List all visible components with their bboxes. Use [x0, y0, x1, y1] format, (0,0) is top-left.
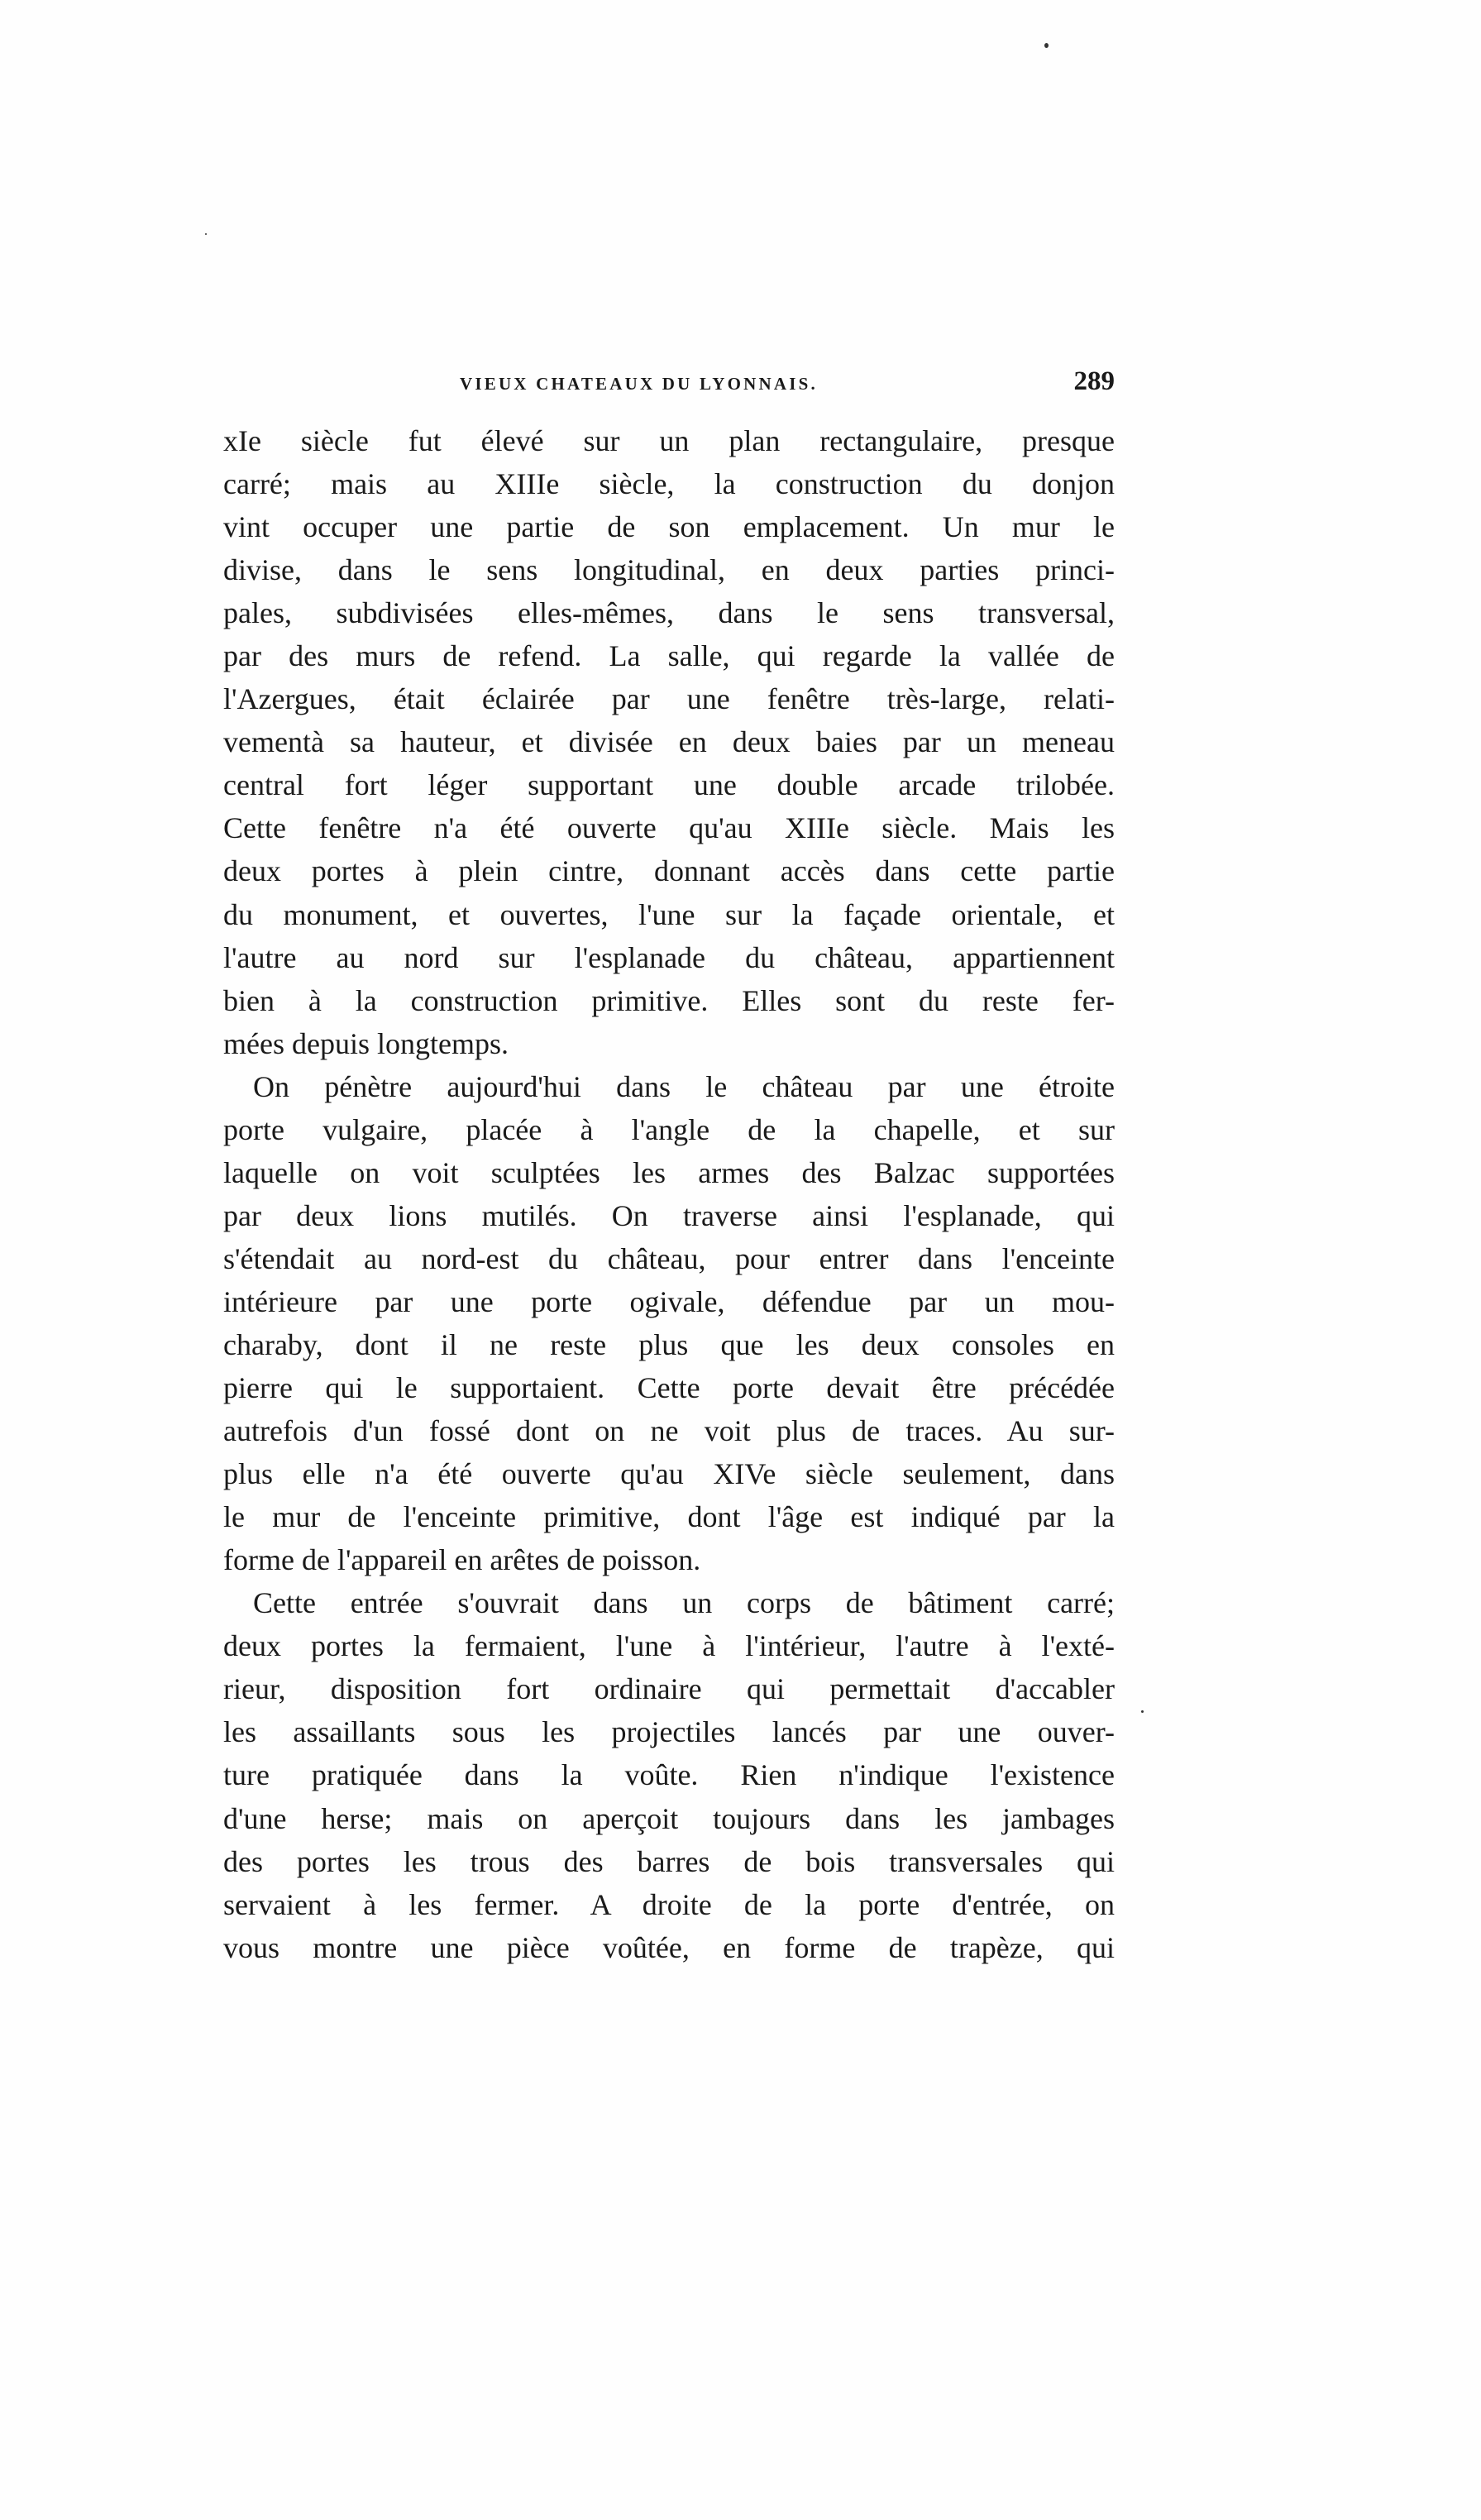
scan-speck — [205, 233, 207, 235]
text-line: porte vulgaire, placée à l'angle de la chapelle, et sur — [223, 1112, 1115, 1146]
text-line: du monument, et ouvertes, l'une sur la façade orientale, et — [223, 897, 1115, 931]
text-line: d'une herse; mais on aperçoit toujours dans les jambages — [223, 1801, 1115, 1835]
text-line: carré; mais au XIIIe siècle, la construction du donjon — [223, 467, 1115, 501]
text-line: xIe siècle fut élevé sur un plan rectangulaire, presque — [223, 424, 1115, 457]
scan-speck — [1044, 43, 1049, 48]
paragraph-3 — [223, 1581, 1115, 1968]
text-line: bien à la construction primitive. Elles sont du reste fer- — [223, 983, 1115, 1017]
text-line: les assaillants sous les projectiles lancés par une ouver- — [223, 1715, 1115, 1749]
text-line: ture pratiquée dans la voûte. Rien n'indique l'existence — [223, 1758, 1115, 1792]
text-line: s'étendait au nord-est du château, pour entrer dans l'enceinte — [223, 1241, 1115, 1275]
text-line: l'autre au nord sur l'esplanade du château, appartiennent — [223, 940, 1115, 974]
text-line: divise, dans le sens longitudinal, en deux parties princi- — [223, 553, 1115, 587]
text-line: forme de l'appareil en arêtes de poisson. — [223, 1543, 701, 1577]
text-line: central fort léger supportant une double arcade trilobée. — [223, 768, 1115, 802]
text-line: deux portes la fermaient, l'une à l'intérieur, l'autre à l'exté- — [223, 1629, 1115, 1663]
body-text — [223, 419, 1115, 1969]
text-line: autrefois d'un fossé dont on ne voit plus de traces. Au sur- — [223, 1414, 1115, 1448]
text-line: des portes les trous des barres de bois transversales qui — [223, 1844, 1115, 1878]
text-line: par des murs de refend. La salle, qui regarde la vallée de — [223, 639, 1115, 673]
text-line: On pénètre aujourd'hui dans le château par une étroite — [253, 1069, 1115, 1103]
page-number: 289 — [1073, 366, 1115, 396]
text-line: servaient à les fermer. A droite de la porte d'entrée, on — [223, 1887, 1115, 1921]
paragraph-1 — [223, 419, 1115, 1065]
text-line: vint occuper une partie de son emplacement. Un mur le — [223, 510, 1115, 544]
text-line: vous montre une pièce voûtée, en forme de trapèze, qui — [223, 1930, 1115, 1964]
running-header — [223, 366, 1115, 399]
text-line: pierre qui le supportaient. Cette porte devait être précédée — [223, 1371, 1115, 1405]
text-line: Cette fenêtre n'a été ouverte qu'au XIIIe siècle. Mais les — [223, 811, 1115, 845]
text-line: mées depuis longtemps. — [223, 1026, 509, 1060]
text-line: rieur, disposition fort ordinaire qui permettait d'accabler — [223, 1672, 1115, 1706]
text-line: vementà sa hauteur, et divisée en deux baies par un meneau — [223, 725, 1115, 759]
text-line: charaby, dont il ne reste plus que les deux consoles en — [223, 1327, 1115, 1361]
text-line: Cette entrée s'ouvrait dans un corps de bâtiment carré; — [253, 1586, 1115, 1620]
running-title: VIEUX CHATEAUX DU LYONNAIS. — [460, 374, 818, 394]
paragraph-2 — [223, 1065, 1115, 1582]
scan-speck — [1141, 1710, 1144, 1713]
text-line: le mur de l'enceinte primitive, dont l'âge est indiqué par la — [223, 1500, 1115, 1534]
text-line: par deux lions mutilés. On traverse ainsi l'esplanade, qui — [223, 1198, 1115, 1232]
text-line: laquelle on voit sculptées les armes des Balzac supportées — [223, 1155, 1115, 1189]
text-line: plus elle n'a été ouverte qu'au XIVe siècle seulement, dans — [223, 1457, 1115, 1491]
text-line: pales, subdivisées elles-mêmes, dans le sens transversal, — [223, 596, 1115, 630]
text-line: l'Azergues, était éclairée par une fenêtre très-large, relati- — [223, 682, 1115, 716]
text-line: intérieure par une porte ogivale, défendue par un mou- — [223, 1284, 1115, 1318]
text-line: deux portes à plein cintre, donnant accès dans cette partie — [223, 854, 1115, 888]
